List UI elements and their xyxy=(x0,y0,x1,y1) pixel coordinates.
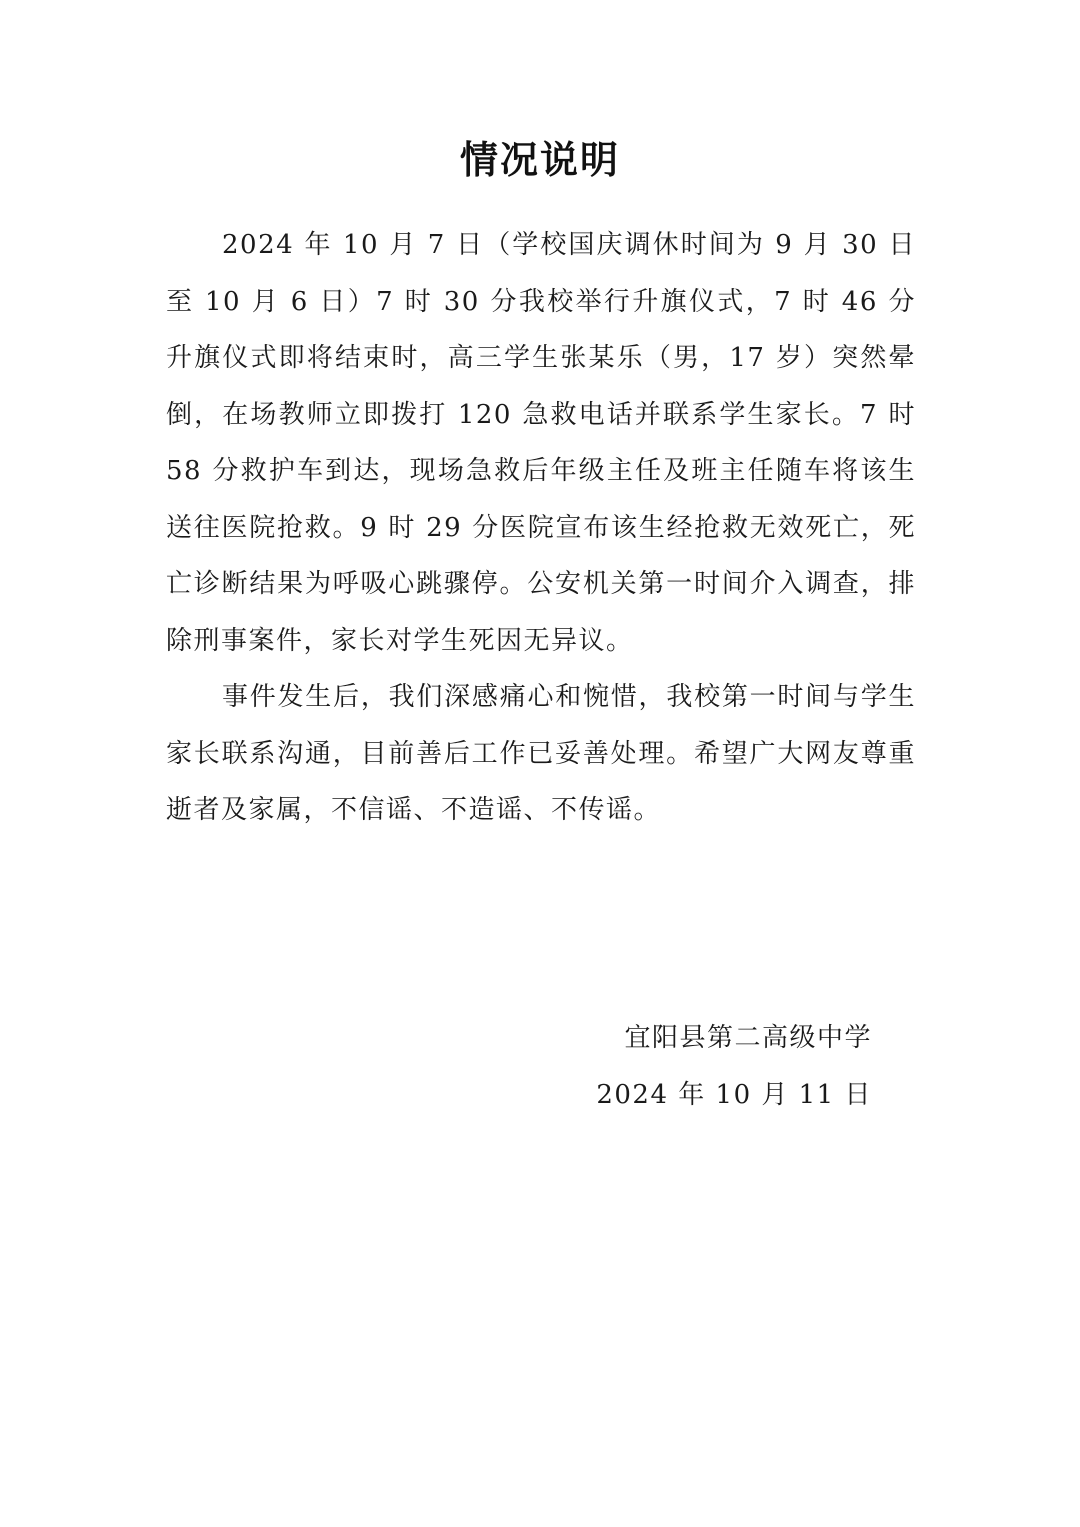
paragraph-incident: 2024 年 10 月 7 日（学校国庆调休时间为 9 月 30 日至 10 月 6 日）7 时 30 分我校举行升旗仪式，7 时 46 分升旗仪式即将结束时，高三学生张某乐（男，17 岁）突然晕倒，在场教师立即拨打 120 急救电话并联系学生家长。7 时 58 分救护车到达，现场急救后年级主任及班主任随车将该生送往医院抢救。9 时 29 分医院宣布该生经抢救无效死亡，死亡诊断结果为呼吸心跳骤停。公安机关第一时间介入调查，排除刑事案件，家长对学生死因无异议。 xyxy=(166,230,916,656)
signature-organization: 宜阳县第二高级中学 xyxy=(624,1023,872,1053)
signature-block xyxy=(560,1010,872,1124)
signature-date: 2024 年 10 月 11 日 xyxy=(596,1080,872,1110)
document-title: 情况说明 xyxy=(459,138,620,182)
document-body xyxy=(166,217,916,839)
paragraph-statement: 事件发生后，我们深感痛心和惋惜，我校第一时间与学生家长联系沟通，目前善后工作已妥善处理。希望广大网友尊重逝者及家属，不信谣、不造谣、不传谣。 xyxy=(166,682,916,825)
